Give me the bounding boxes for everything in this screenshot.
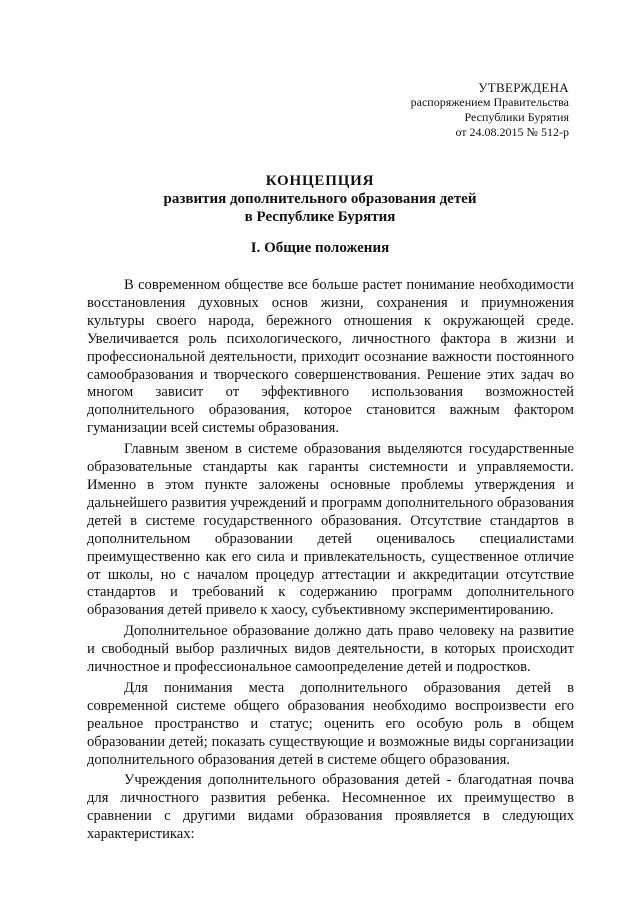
paragraph: Для понимания места дополнительного образования детей в современной системе общего образования необходимо воспроизвести его реальное пространство и статус; оценить его особую роль в общем образовании детей; показать существующие и возможные виды сорганизации дополнительного образования детей в системе общего образования.	[87, 679, 574, 768]
approval-line-3: от 24.08.2015 № 512-р	[455, 125, 569, 139]
approval-line-2: Республики Бурятия	[464, 110, 569, 124]
paragraph: Учреждения дополнительного образования детей - благодатная почва для личностного развития ребенка. Несомненное их преимущество в сравнении с другими видами образования проявляется в следующих характеристиках:	[87, 772, 574, 843]
paragraph: Главным звеном в системе образования выделяются государственные образовательные стандарты как гаранты системности и управляемости. Именно в этом пункте заложены основные проблемы утверждения и дальнейшего развития учреждений и программ дополнительного образования детей в системе государственного образования. Отсутствие стандартов в дополнительном образовании детей оценивалось специалистами преимущественно как его сила и привлекательность, существенное отличие от школы, но с началом процедур аттестации и аккредитации отсутствие стандартов и требований к содержанию программ дополнительного образования детей привело к хаосу, субъективному экспериментированию.	[87, 441, 574, 619]
document-subtitle-1: развития дополнительного образования детей	[163, 191, 477, 207]
body-text	[87, 277, 574, 847]
document-subtitle-2: в Республике Бурятия	[244, 209, 396, 225]
section-title: I. Общие положения	[250, 240, 390, 256]
document-heading	[0, 172, 640, 226]
approval-title: УТВЕРЖДЕНА	[478, 80, 569, 95]
approval-stamp	[411, 80, 569, 140]
paragraph: Дополнительное образование должно дать право человеку на развитие и свободный выбор различных видов деятельности, в которых происходит личностное и профессиональное самоопределение детей и подростков.	[87, 623, 574, 676]
approval-line-1: распоряжением Правительства	[410, 95, 569, 109]
document-title: КОНЦЕПЦИЯ	[265, 173, 375, 189]
paragraph: В современном обществе все больше растет понимание необходимости восстановления духовных основ жизни, сохранения и приумножения культуры своего народа, бережного отношения к окружающей среде. Увеличивается роль психологического, личностного фактора в жизни и профессиональной деятельности, приходит осознание важности постоянного самообразования и творческого совершенствования. Решение этих задач во многом зависит от эффективного использования возможностей дополнительного образования, которое становится важным фактором гуманизации всей системы образования.	[87, 277, 574, 437]
